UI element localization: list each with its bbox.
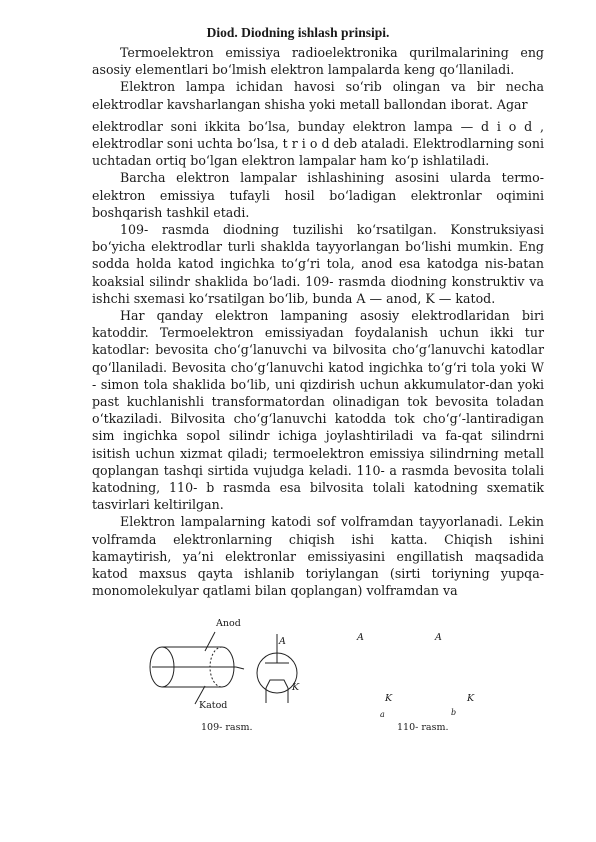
anod-label: Anod xyxy=(216,618,241,629)
fig110a-anode-label: A xyxy=(357,632,364,643)
paragraph-1: Termoelektron emissiya radioelektronika qurilmalarining eng asosiy elementlari bo‘lmish elektron lampalarda keng qo‘llaniladi. xyxy=(92,45,544,78)
fig110-sub-b: b xyxy=(451,708,457,717)
paragraph-4: Barcha elektron lampalar ishlashining asosini ularda termo-elektron emissiya tufayli hosil bo‘ladigan elektronlar oqimini boshqarish tashkil etadi. xyxy=(92,170,544,220)
fig110-sub-a: a xyxy=(380,710,385,719)
cathode-k-label: K xyxy=(292,682,300,693)
figure-110-caption: 110- rasm. xyxy=(397,722,449,733)
paragraph-7: Elektron lampalarning katodi sof volframdan tayyorlanadi. Lekin volframda elektronlarning chiqish ishi katta. Chiqish ishini kamaytirish, ya’ni elektronlar emissiyasini engillatish maqsadida katod maxsus qayta ishlanib toriylangan (sirti toriyning yupqa-monomolekulyar qatlami bilan qoplangan) volframdan va xyxy=(92,514,544,599)
paragraph-3: elektrodlar soni ikkita bo‘lsa, bunday elektron lampa — d i o d , elektrodlar soni uchta bo‘lsa, t r i o d deb ataladi. Elektrodlarning soni uchtadan ortiq bo‘lgan elektron lampalar ham ko‘p ishlatiladi. xyxy=(92,118,544,169)
diode-symbol xyxy=(257,634,300,703)
paragraph-6: Har qanday elektron lampaning asosiy elektrodlaridan biri katoddir. Termoelektron emissiyadan foydalanish uchun ikki tur katodlar: bevosita cho‘g‘lanuvchi va bilvosita cho‘g‘lanuvchi katodlar qo‘llaniladi. Bevosita cho‘g‘lanuvchi katod ingichka to‘g‘ri tola yoki W - simon tola shaklida bo‘lib, uni qizdirish uchun akkumulator-dan yoki past kuchlanishli transformatordan olinadigan tok bevosita toladan o‘tkaziladi. Bilvosita cho‘g‘lanuvchi katodda tok cho‘g‘-lantiradigan sim ingichka sopol silindr ichiga joylashtiriladi va fa-qat silindrni isitish uchun xizmat qiladi; termoelektron emissiya silindrning metall qoplangan tashqi sirtida vujudga keladi. 110- a rasmda bevosita tolali katodning, 110- b rasmda esa bilvosita tolali katodning sxematik tasvirlari keltirilgan. xyxy=(92,308,544,513)
body-text xyxy=(92,44,544,600)
paragraph-2: Elektron lampa ichidan havosi so‘rib olingan va bir necha elektrodlar kavsharlangan shisha yoki metall ballondan iborat. Agar xyxy=(92,79,544,112)
anode-a-label: A xyxy=(279,636,286,647)
fig110b-anode-label: A xyxy=(435,632,442,643)
figure-109-caption: 109- rasm. xyxy=(201,722,253,733)
paragraph-5: 109- rasmda diodning tuzilishi ko‘rsatilgan. Konstruksiyasi bo‘yicha elektrodlar turli shaklda tayyorlangan bo‘lishi mumkin. Eng sodda holda katod ingichka to‘g‘ri tola, anod esa katodga nis-batan koaksial silindr shaklida bo‘ladi. 109- rasmda diodning konstruktiv va ishchi sxemasi ko‘rsatilgan bo‘lib, bunda A — anod, K — katod. xyxy=(92,222,544,306)
anode-cylinder xyxy=(150,632,244,704)
katod-label: Katod xyxy=(199,700,228,711)
fig110a-cathode-label: K xyxy=(385,693,393,704)
fig110b-cathode-label: K xyxy=(467,693,475,704)
figures-area xyxy=(0,606,596,746)
page-title: Diod. Diodning ishlash prinsipi. xyxy=(206,25,390,40)
figure-109-diagram xyxy=(0,606,596,746)
